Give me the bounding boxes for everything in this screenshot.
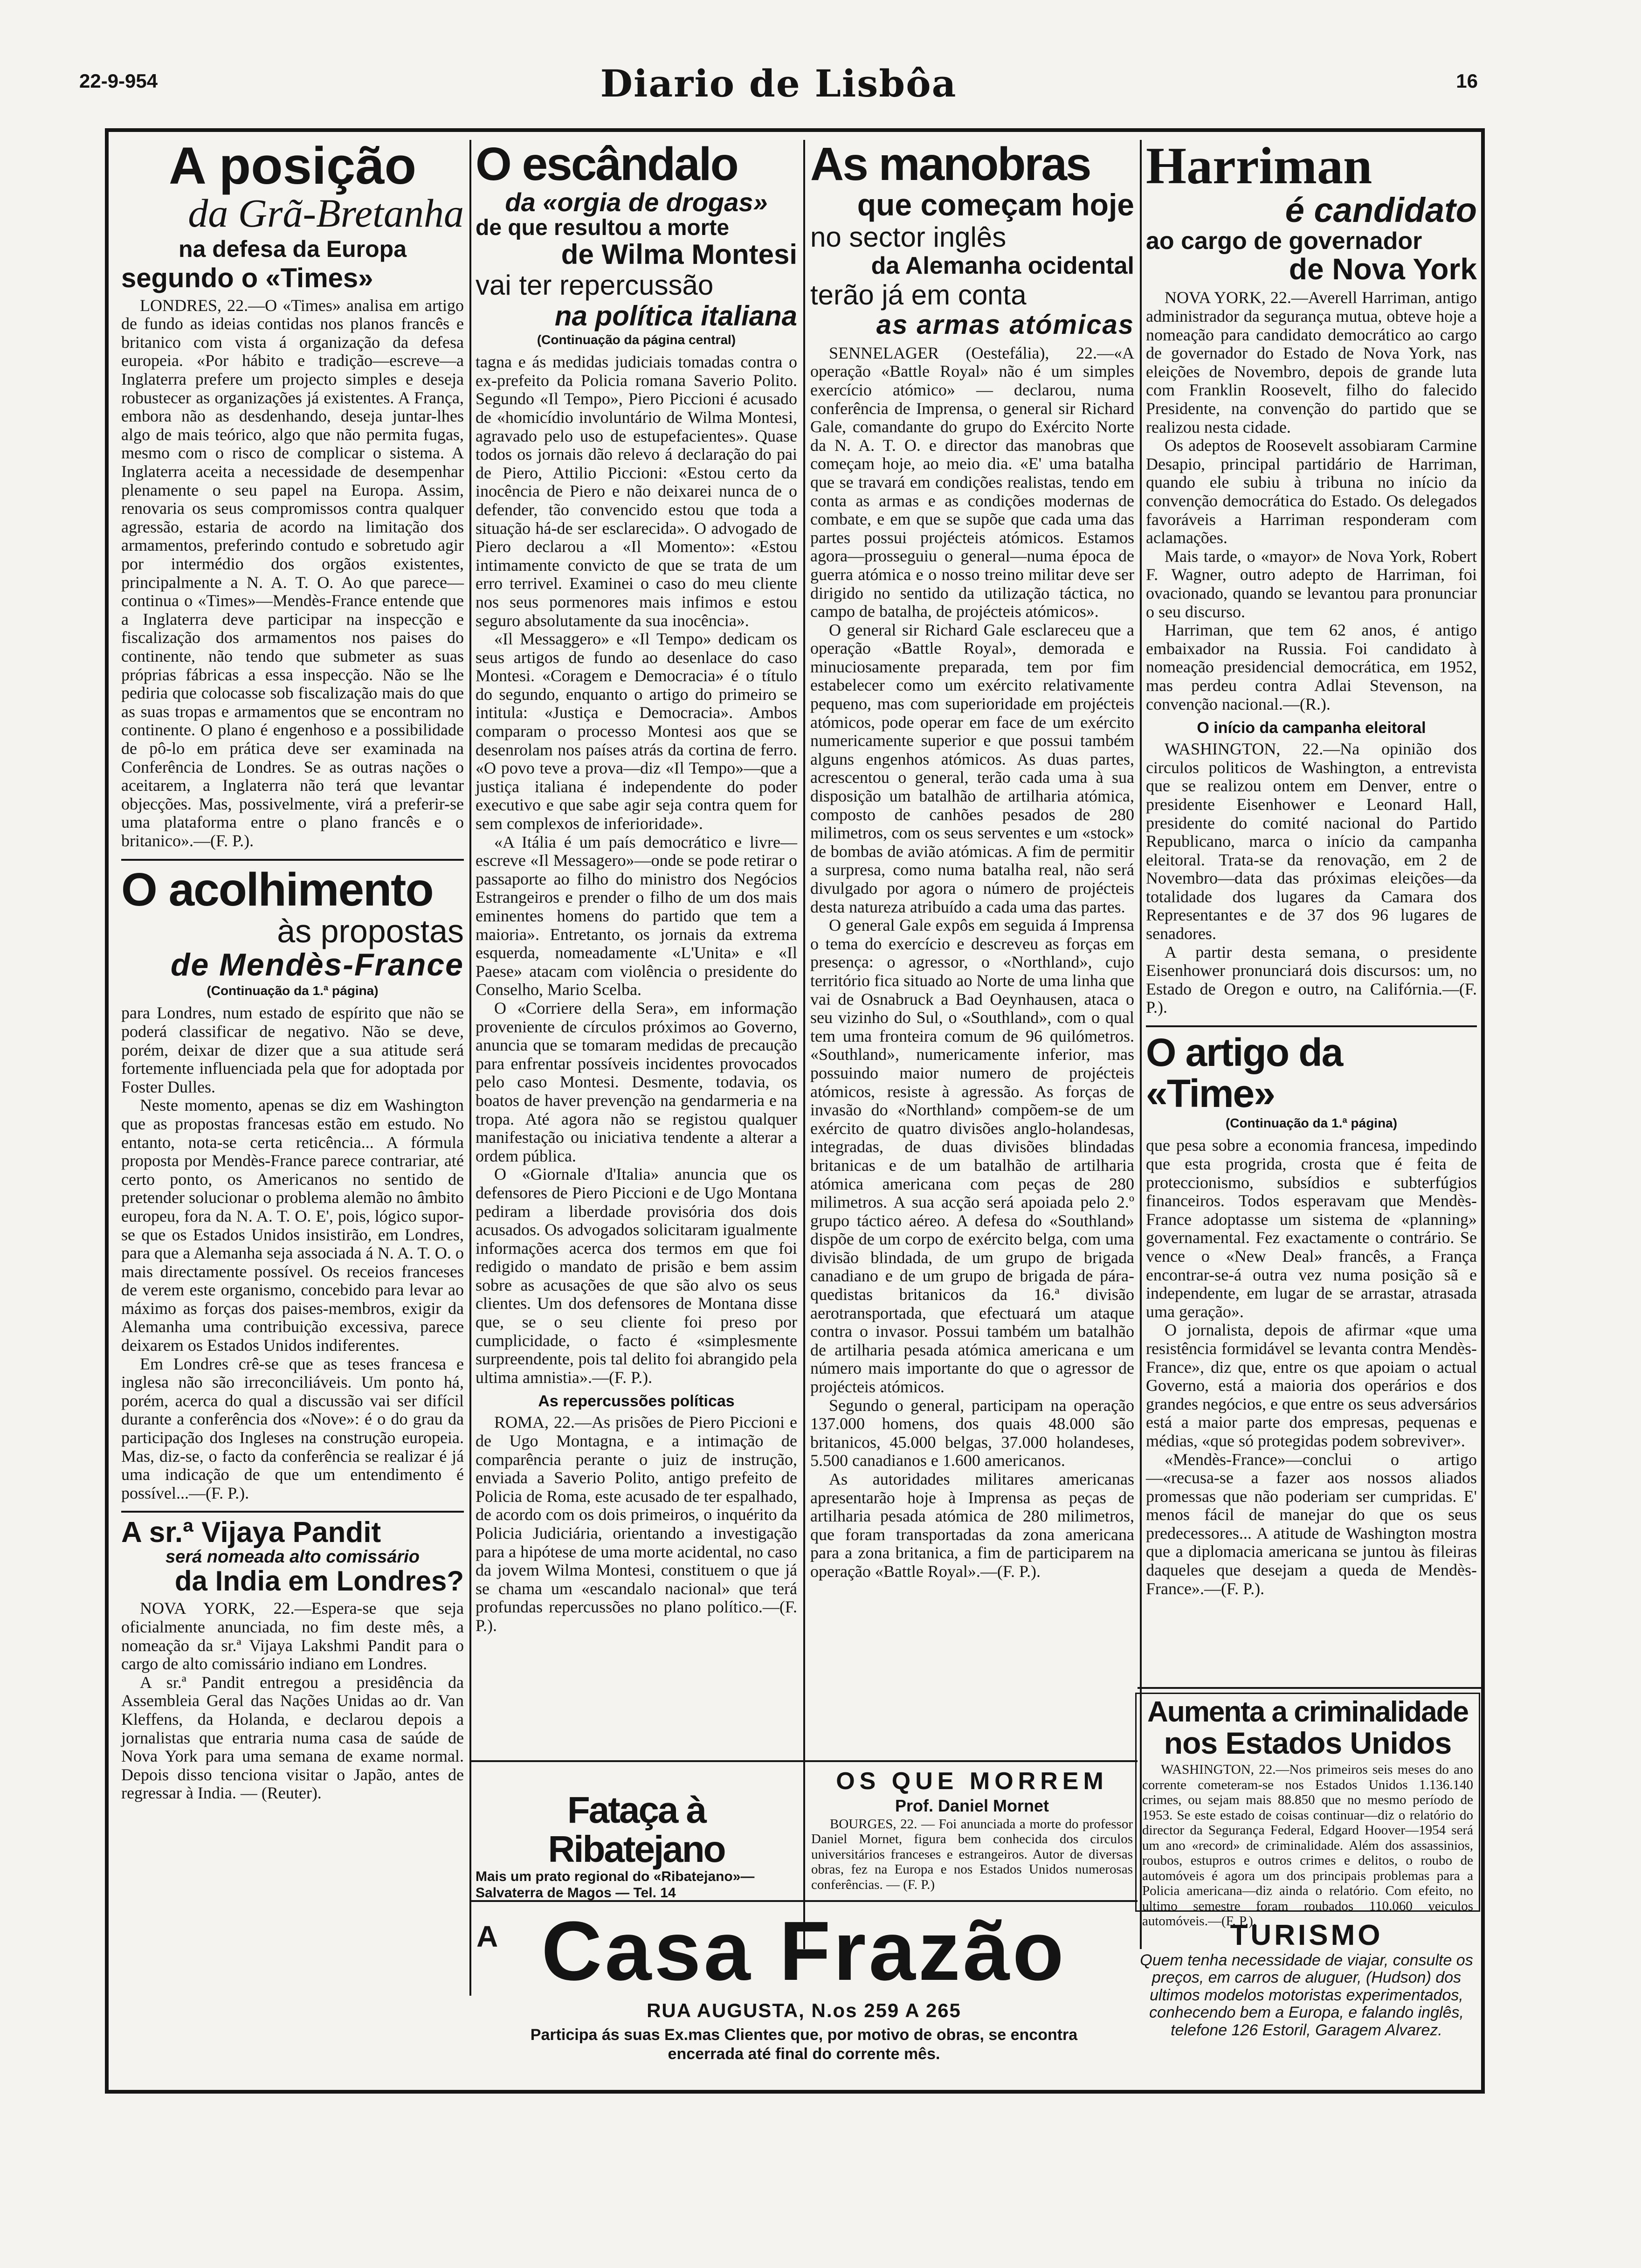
column-rule	[1140, 140, 1142, 1949]
headline: O artigo da «Time»	[1146, 1030, 1343, 1116]
headline-line: da India em Londres?	[174, 1565, 464, 1597]
obituary-title: OS QUE MORREM	[836, 1768, 1108, 1795]
headline-line: de Wilma Montesi	[561, 239, 797, 270]
divider	[121, 1511, 464, 1513]
newspaper-title: Diario de Lisbôa	[600, 62, 957, 105]
headline-line: às propostas	[277, 913, 464, 949]
continuation-note: (Continuação da 1.ª página)	[1225, 1116, 1398, 1131]
column-rule	[803, 140, 805, 1949]
article-body: NOVA YORK, 22.—Averell Harriman, antigo administrador da segurança mutua, obteve hoje a nomeação para candidato democrático ao cargo de governador do Estado de Nova York, nas eleições de Novembro, depois de grande luta com Franklin Roosevelt, filho do falecido Presidente, na convenção do partido que se realizou nesta cidade. Os adeptos de Roosevelt assobiaram Carmine Desapio, principal partidário de Harriman, quando ele subiu à tribuna no início da convenção democrática do Estado. Os delegados favoráveis a Harriman responderam com aclamações. Mais tarde, o «mayor» de Nova York, Robert F. Wagner, outro adepto de Harriman, foi ovacionado, quando se levantou para pronunciar o seu discurso. Harriman, que tem 62 anos, é antigo embaixador na Russia. Foi candidato à nomeação presidencial democrática, em 1952, mas perdeu contra Adlai Stevenson, na convenção nacional.—(R.).	[1146, 288, 1477, 713]
headline-line: que começam hoje	[857, 187, 1134, 222]
article-body: tagna e ás medidas judiciais tomadas contra o ex-prefeito da Policia romana Saverio Polito. Segundo «Il Tempo», Piero Piccioni é acusado de «homicídio involuntário de Wilma Montesi, agravado pelo uso de estupefacientes». Quase todos os jornais dão relevo á declaração do pai de Piero, Attilio Piccioni: «Estou certo da inocência de Piero e não deixarei nunca de o defender, tão convencido estou que toda a situação há-de ser esclarecida». O advogado de Piero declarou a «Il Momento»: «Estou intimamente convicto de que se trata de um erro terrivel. Examinei o caso do meu cliente nos seus pormenores mais infimos e estou seguro absolutamente da sua inocência». «Il Messaggero» e «Il Tempo» dedicam os seus artigos de fundo ao desenlace do caso Montesi. «Coragem e Democracia» é o título do segundo, enquanto o artigo do primeiro se intitula: «Justiça e Democracia». Ambos comparam o processo Montesi aos que se desenrolam nos países atrás da cortina de ferro. «O povo teve a prova—diz «Il Tempo»—que a justiça italiana é independente do poder executivo e que sabe agir seja contra quem for sem complexos de inferioridade». «A Itália é um país democrático e livre—escreve «Il Messagero»—onde se pode retirar o passaporte ao filho do ministro dos Negócios Estrangeiros e prender o filho de um dos mais eminentes homens do partido que tem a maioria». Entretanto, os jornais da extrema esquerda, nomeadamente «L'Unita» e «Il Paese» atacam com violência o presidente do Conselho, Mario Scelba. O «Corriere della Sera», em informação proveniente de círculos próximos ao Governo, anuncia que se tomaram medidas de precaução para enfrentar possíveis incidentes provocados pelo caso Montesi. Desmente, todavia, os boatos de haver prevenção na gendarmeria e na tropa. Até agora não se registou qualquer manifestação ou iniciativa tendente a alterar a ordem pública. O «Giornale d'Italia» anuncia que os defensores de Piero Piccioni e de Ugo Montana pediram a liberdade provisória dos dois acusados. Os advogados solicitaram igualmente informações acerca dos termos em que foi redigido o mandato de prisão e bem assim sobre as acusações de que são alvo os seus clientes. Um dos defensores de Montana disse que, se o seu cliente foi preso por cumplicidade, o facto é «simplesmente surpreendente, pois tal delito foi abrangido pela ultima amnistia».—(F. P.).	[476, 353, 797, 1387]
turismo-ad	[1138, 1919, 1476, 2073]
column-rule	[469, 140, 471, 1996]
headline-line: na defesa da Europa	[178, 236, 407, 263]
headline: A sr.ª Vijaya Pandit	[121, 1516, 381, 1549]
ad-body: Quem tenha necessidade de viajar, consulte os preços, em carros de aluguer, (Hudson) dos ultimos modelos motoristas experimentados, conhecendo bem a Europa, e falando inglês, telefone 126 Estoril, Garagem Alvarez.	[1140, 1951, 1473, 2039]
divider	[121, 859, 464, 861]
divider	[1146, 1025, 1477, 1027]
headline-line: ao cargo de governador	[1146, 227, 1422, 255]
issue-date: 22-9-954	[79, 70, 158, 92]
headline-line: de que resultou a morte	[476, 215, 730, 240]
article-body: WASHINGTON, 22.—Nos primeiros seis meses do ano corrente cometeram-se nos Estados Unidos 1.136.140 crimes, ou sejam mais 88.850 que no mesmo período de 1953. Se este estado de coisas continuar—diz o relatório do director da Segurança Federal, Edgard Hoover—1954 será um ano «record» de criminalidade. Além dos assassinios, roubos, estupros e outros crimes e delitos, o roubo de automóveis é agora um dos principais problemas para a Policia americana—diz ainda o relatório. Com efeito, no ultimo semestre foram roubados 110.060 veiculos automóveis.—(F. P.).	[1142, 1762, 1473, 1929]
headline-line: de Nova York	[1289, 252, 1477, 286]
divider	[471, 1900, 1138, 1902]
ad-name: Casa Frazão	[541, 1904, 1067, 1998]
headline-line: vai ter repercussão	[476, 270, 714, 301]
ad-address: RUA AUGUSTA, N.os 259 A 265	[647, 1999, 961, 2021]
ad-notice: Participa ás suas Ex.mas Clientes que, por motivo de obras, se encontra encerrada até final do corrente mês.	[530, 2026, 1078, 2063]
headline-line: da Grã-Bretanha	[188, 191, 464, 235]
ad-article: A	[476, 1920, 498, 1953]
article-body: SENNELAGER (Oestefália), 22.—«A operação «Battle Royal» não é um simples exercício atómico» — declarou, numa conferência de Imprensa, o general sir Richard Gale, comandante do grupo do Exército Norte da N. A. T. O. e director das manobras que começam hoje, ao meio dia. «E' uma batalha que se travará em condições realistas, tendo em conta as armas e as condições modernas de combate, e em que se supõe que cada uma das partes possui projécteis atómicos. Estamos agora—prosseguiu o general—numa época de guerra atómica e o nosso treino militar deve ser dirigido no sentido da utilização táctica, no campo de batalha, de projécteis atómicos». O general sir Richard Gale esclareceu que a operação «Battle Royal», demorada e minuciosamente preparada, tem por fim estabelecer como um exército relativamente pequeno, mas com superioridade em projécteis atómicos, pode operar em face de um exército numericamente superior e que possui também alguns engenhos atómicos. As duas partes, acrescentou o general, terão cada uma à sua disposição um batalhão de artilharia atómica, composto de canhões pesados de 280 milimetros, com os seus serventes e um «stock» de bombas de avião atómicas. A fim de permitir a surpresa, como numa batalha real, não será divulgado por agora o número de projécteis desta natureza atribuído a cada uma das partes. O general Gale expôs em seguida á Imprensa o tema do exercício e descreveu as forças em presença: o agressor, o «Northland», cujo território fica situado ao Norte de uma linha que vai de Osnabruck a Bad Oeynhausen, ataca o seu vizinho do Sul, o «Southland», com o qual tem uma fronteira comum de 96 quilómetros. «Southland», numericamente inferior, mas possuindo maior numero de projécteis atómicos, resiste à agressão. As forças de invasão do «Northland» compõem-se de um exército de quatro divisões anglo-holandesas, integradas, de duas divisões blindadas britanicas e de um batalhão de artilharia atómica americana com peças de 280 milimetros. A sua acção será apoiada pelo 2.º grupo táctico aéreo. A defesa do «Southland» dispõe de um corpo de exército belga, com uma divisão blindada, de um grupo de brigada canadiano e de um grupo de brigada de pára-quedistas britanicos da 16.ª divisão aerotransportada, que efectuará um ataque contra o invasor. Possui também um batalhão de artilharia pesada atómica americana e um número mais importante do que o agressor de projécteis atómicos. Segundo o general, participam na operação 137.000 homens, dos quais 48.000 são britanicos, 45.000 belgas, 37.000 holandeses, 5.500 canadianos e 1.600 americanos. As autoridades militares americanas apresentarão hoje à Imprensa as peças de artilharia pesada atómica de 280 milimetros, que foram transportadas da zona americana para a zona britanica, a fim de participarem na operação «Battle Royal».—(F. P.).	[810, 343, 1134, 1581]
page-number: 16	[1456, 70, 1478, 92]
divider	[471, 1760, 1138, 1762]
masthead	[79, 62, 1478, 112]
article-posicao	[121, 137, 464, 850]
column-1	[121, 137, 464, 2080]
headline: Aumenta a criminalidade	[1147, 1696, 1468, 1728]
headline: A posição	[168, 137, 417, 195]
column-3	[810, 140, 1134, 1753]
subheading: O início da campanha eleitoral	[1197, 719, 1426, 737]
obituary-name: Prof. Daniel Mornet	[895, 1796, 1049, 1815]
divider	[1138, 1687, 1485, 1689]
headline-line: da «orgia de drogas»	[505, 187, 768, 217]
crime-box	[1135, 1693, 1480, 1929]
headline-line: será nomeada alto comissário	[165, 1547, 420, 1567]
ad-title: TURISMO	[1230, 1919, 1383, 1951]
article-pandit	[121, 1517, 464, 1803]
fataca-ad	[476, 1789, 797, 1901]
subheading: As repercussões políticas	[538, 1392, 735, 1411]
continuation-note: (Continuação da 1.ª página)	[207, 983, 379, 998]
headline-line: é candidato	[1285, 191, 1477, 229]
article-body: NOVA YORK, 22.—Espera-se que seja oficialmente anunciada, no fim deste mês, a nomeação da sr.ª Vijaya Lakshmi Pandit para o cargo de alto comissário indiano em Londres. A sr.ª Pandit entregou a presidência da Assembleia Geral das Nações Unidas ao dr. Van Kleffens, da Holanda, e declarou depois a jornalistas que entraria numa casa de saúde de Nova York para uma semana de exame normal. Depois disso tenciona visitar o Japão, antes de regressar à India. — (Reuter).	[121, 1599, 464, 1803]
headline: Harriman	[1146, 137, 1372, 195]
article-body: que pesa sobre a economia francesa, impedindo que esta progrida, crosta que é feita de proteccionismo, subsídios e subterfúgios financeiros. Todos esperavam que Mendès-France adoptasse um sistema de «planning» governamental. Fez exactamente o contrário. Se vence o «New Deal» francês, a França encontrar-se-á outra vez numa posição sã e independente, em lugar de se arrastar, atrasada uma geração». O jornalista, depois de afirmar «que uma resistência formidável se levanta contra Mendès-France», diz que, entre os que apoiam o actual Governo, está a maioria dos operários e dos grandes negócios, e que entre os seus adversários está a maior parte dos empresas, pequenas e médias, «que só protegidas podem sobreviver». «Mendès-France»—conclui o artigo—«recusa-se a fazer aos nossos aliados promessas que não poderiam ser cumpridas. E' menos fácil de manejar do que os seus predecessores... A atitude de Washington mostra que a diplomacia americana se juntou às fileiras daqueles que desejam a queda de Mendès-France».—(F. P.).	[1146, 1136, 1477, 1598]
article-body: para Londres, num estado de espírito que não se poderá classificar de negativo. Não se deve, porém, deixar de dizer que a sua atitude será fortemente influenciada pela que for adoptada por Foster Dulles. Neste momento, apenas se diz em Washington que as propostas francesas estão em estudo. No entanto, nota-se certa reticência... A fórmula proposta por Mendès-France parece contrariar, até certo ponto, os Americanos no sentido de pretender solucionar o problema alemão no âmbito europeu, fora da N. A. T. O. E', pois, lógico supor-se que os Estados Unidos insistirão, em Londres, para que a Alemanha seja associada á N. A. T. O. o mais directamente possível. Os receios franceses de verem este organismo, concebido para levar ao máximo as forças dos paises-membros, exigir da Alemanha uma contribuição excessiva, parece deixarem os Estados Unidos indiferentes. Em Londres crê-se que as teses francesa e inglesa não são irreconciliáveis. Um ponto há, porém, acerca do qual a discussão vai ser difícil durante a conferência dos «Nove»: é o do grau da participação dos Ingleses na construção europeia. Mas, diz-se, o facto da conferência se realizar é já uma indicação de que um entendimento é possível...—(F. P.).	[121, 1003, 464, 1502]
column-4	[1146, 137, 1477, 1679]
article-body: ROMA, 22.—As prisões de Piero Piccioni e de Ugo Montagna, e a intimação de comparência perante o juiz de instrução, enviada a Saverio Polito, antigo prefeito de Policia de Roma, este acusado de ter espalhado, de acordo com os dois primeiros, o inquérito da Policia Judiciária, orientando a investigação para a hipótese de uma morte acidental, no caso da jovem Wilma Montesi, constituem o que já se chama um «escandalo nacional» que terá profundas repercussões no plano político.—(F. P.).	[476, 1413, 797, 1635]
headline-line: as armas atómicas	[876, 309, 1134, 340]
headline-line: segundo o «Times»	[121, 263, 373, 293]
headline: O escândalo	[476, 138, 738, 190]
ad-title: Fataça à Ribatejano	[548, 1789, 725, 1870]
continuation-note: (Continuação da página central)	[537, 332, 736, 347]
headline-line: de Mendès-France	[170, 947, 464, 982]
obituary-body: BOURGES, 22. — Foi anunciada a morte do professor Daniel Mornet, figura bem conhecida dos circulos universitários franceses e estrangeiros. Autor de diversas obras, fez na Europa e nos Estados Unidos numerosas conferências. — (F. P.)	[811, 1816, 1133, 1892]
ad-line: Mais um prato regional do «Ribatejano»—Salvaterra de Magos — Tel. 14	[476, 1869, 755, 1901]
headline: As manobras	[810, 138, 1090, 190]
headline-line: na política italiana	[554, 300, 797, 332]
headline-line: terão já em conta	[810, 279, 1027, 311]
headline-line: nos Estados Unidos	[1164, 1726, 1452, 1761]
casa-frazao-ad	[472, 1904, 1136, 2084]
headline-line: no sector inglês	[810, 221, 1007, 253]
column-2	[476, 140, 797, 1772]
article-body: LONDRES, 22.—O «Times» analisa em artigo de fundo as ideias contidas nos planos francês e britanico com vista á organização da defesa europeia. «Por hábito e tradição—escreve—a Inglaterra prefere um projecto simples e deseja robustecer as organizações já existentes. A França, embora não as desdenhando, deseja juntar-lhes algo de mais teórico, algo que não permita fugas, mesmo com o risco de complicar o sistema. A Inglaterra aceita a necessidade de desempenhar plenamente o seu papel na Europa. Assim, renovaria os seus compromissos contra qualquer agressão, estaria de acordo na limitação dos armamentos, preferindo contudo e sobretudo agir por intermédio dos orgãos existentes, principalmente a N. A. T. O. Ao que parece—continua o «Times»—Mendès-France entende que a Inglaterra deve participar na inspecção e fiscalização dos armamentos nos paises do continente, não tendo que submeter as suas próprias fábricas a essa inspecção. Não se lhe pediria que colocasse sob fiscalização mais do que as suas tropas e armamentos que se encontram no continente. O plano é engenhoso e a possibilidade de pô-lo em prática deve ser examinada na Conferência de Londres. Se as outras nações o aceitarem, a Inglaterra não terá que levantar objecções. Mas, possivelmente, virá a preferir-se uma plataforma entre o plano francês e o britanico».—(F. P.).	[121, 296, 464, 850]
headline: O acolhimento	[121, 863, 433, 916]
headline-line: da Alemanha ocidental	[871, 252, 1134, 280]
article-acolhimento	[121, 865, 464, 1503]
article-body: WASHINGTON, 22.—Na opinião dos circulos politicos de Washington, a entrevista que se realizou ontem em Denver, entre o presidente Eisenhower e Leonard Hall, presidente do comité nacional do Partido Republicano, marca o início da campanha eleitoral. Trata-se da renovação, em 2 de Novembro—data das próximas eleições—da totalidade dos lugares da Camara dos Representantes e de 37 dos 96 lugares de senadores. A partir desta semana, o presidente Eisenhower pronunciará dois discursos: um, no Estado de Oregon e outro, na Califórnia.—(F. P.).	[1146, 740, 1477, 1017]
